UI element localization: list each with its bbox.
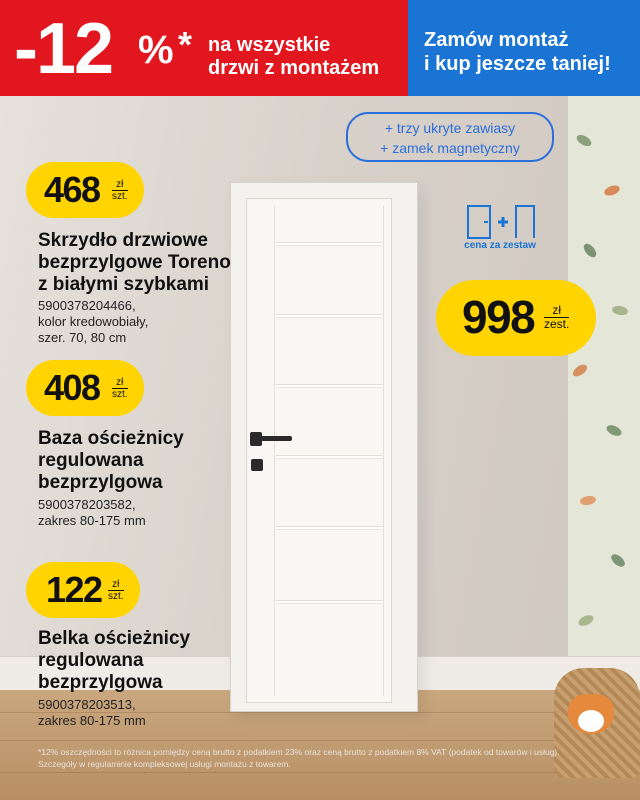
product-code: 5900378203513,: [38, 697, 136, 712]
product-name-line: z białymi szybkami: [38, 274, 210, 295]
product-name-line: bezprzylgowa: [38, 472, 163, 493]
product-name-line: Baza ościeżnicy: [38, 428, 184, 449]
product-detail-line: szer. 70, 80 cm: [38, 330, 127, 345]
price-unit: [108, 579, 124, 602]
features-bubble: [346, 112, 554, 162]
price-value: 408: [44, 367, 100, 408]
feature-magnetic-lock: + zamek magnetyczny: [380, 140, 520, 156]
product-name: [38, 428, 184, 494]
installation-cta-line: i kup jeszcze taniej!: [424, 53, 611, 75]
product-name-line: regulowana: [38, 650, 144, 671]
product-code: 5900378204466,: [38, 298, 136, 313]
set-price-unit: [544, 304, 569, 331]
product-details: [38, 697, 146, 729]
unit-label: szt.: [108, 591, 124, 602]
feature-hinges: + trzy ukryte zawiasy: [384, 120, 516, 136]
price-badge: [26, 360, 144, 416]
product-name-line: bezprzylgowa: [38, 672, 163, 693]
set-price-label: cena za zestaw: [464, 240, 536, 251]
product-detail-line: zakres 80-175 mm: [38, 713, 146, 728]
door-lock: [251, 459, 263, 471]
door-handle: [258, 436, 292, 441]
price-unit: [112, 179, 128, 202]
product-name: [38, 628, 190, 694]
product-name-line: bezprzylgowe Toreno: [38, 252, 231, 273]
set-price-value: 998: [462, 291, 535, 343]
glass-strip: [276, 314, 382, 318]
discount-value: -12: [14, 9, 113, 89]
discount-percent-sign: %: [138, 28, 174, 72]
product-detail-line: kolor kredowobiały,: [38, 314, 149, 329]
product-code: 5900378203582,: [38, 497, 136, 512]
unit-label: zest.: [544, 317, 570, 331]
product-name-line: Skrzydło drzwiowe: [38, 230, 208, 251]
leaf-wallpaper: [568, 96, 640, 696]
legal-footnote: [38, 746, 628, 770]
product-details: [38, 497, 146, 529]
price-badge: [26, 562, 140, 618]
discount-line: na wszystkie: [208, 34, 331, 56]
product-name-line: regulowana: [38, 450, 144, 471]
set-price-badge: [436, 280, 596, 356]
glass-strip: [276, 526, 382, 530]
discount-description: [208, 34, 379, 80]
product-name: [38, 230, 231, 296]
price-value: 122: [46, 569, 102, 610]
currency-label: zł: [544, 304, 569, 318]
glass-strip: [276, 242, 382, 246]
price-value: 468: [44, 169, 100, 210]
installation-cta[interactable]: [424, 28, 611, 76]
discount-line: drzwi z montażem: [208, 57, 380, 79]
glass-strip: [276, 455, 382, 459]
currency-label: zł: [108, 579, 124, 591]
glass-strip: [276, 600, 382, 604]
door-panel: [274, 206, 384, 696]
footnote-line: Szczegóły w regulaminie kompleksowej usługi montażu z towarem.: [38, 759, 291, 769]
product-name-line: Belka ościeżnicy: [38, 628, 191, 649]
product-detail-line: zakres 80-175 mm: [38, 513, 146, 528]
unit-label: szt.: [112, 389, 128, 400]
glass-strip: [276, 384, 382, 388]
price-unit: [112, 377, 128, 400]
currency-label: zł: [112, 377, 128, 389]
installation-cta-line: Zamów montaż: [424, 29, 569, 51]
price-badge: [26, 162, 144, 218]
footnote-line: *12% oszczędności to różnica pomiędzy ceną brutto z podatkiem 23% oraz ceną brutto z podatkiem 8% VAT (podatek od towarów i usług).: [38, 747, 560, 757]
unit-label: szt.: [112, 191, 128, 202]
product-details: [38, 298, 148, 346]
currency-label: zł: [112, 179, 128, 191]
asterisk-icon: *: [178, 24, 193, 65]
fox-toy-face: [578, 710, 604, 732]
